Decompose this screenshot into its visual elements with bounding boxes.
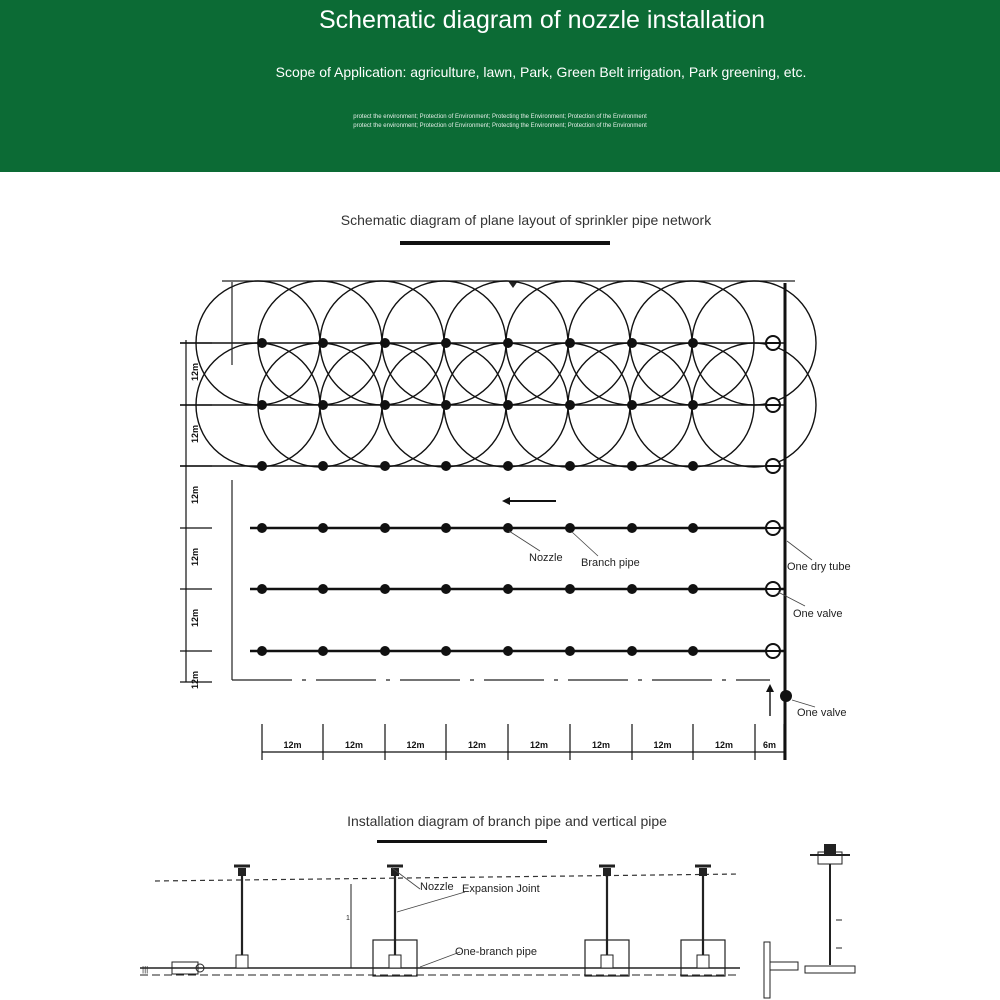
install-branch-pipe-label: One-branch pipe — [455, 946, 537, 958]
riser-fitting — [236, 955, 248, 968]
column-spacing-label: 12m — [591, 740, 611, 750]
column-spacing-label: 12m — [283, 740, 302, 750]
row-spacing-label: 12m — [190, 362, 200, 381]
sprinkler-body — [603, 868, 611, 876]
height-dim-mark: 1 — [346, 915, 350, 922]
banner-fine-print-2: protect the environment; Protection of Environment; Protecting the Environment; Protection of the Environment — [353, 123, 647, 129]
column-spacing-label: 6m — [762, 740, 777, 750]
sprinkler-body — [238, 868, 246, 876]
sprinkler-body — [699, 868, 707, 876]
banner-fine-print-1: protect the environment; Protection of Environment; Protecting the Environment; Protection of the Environment — [353, 114, 647, 120]
column-spacing-label: 12m — [529, 740, 549, 750]
riser-detail-view — [764, 844, 855, 998]
branch-pipe-label: Branch pipe — [581, 557, 640, 569]
row-spacing-label: 12m — [190, 485, 200, 504]
page-subtitle: Scope of Application: agriculture, lawn, Park, Green Belt irrigation, Park greening, etc. — [275, 64, 807, 80]
expansion-joint-label: Expansion Joint — [462, 883, 540, 895]
row-spacing-label: 12m — [190, 547, 200, 566]
row-spacing-label: 12m — [190, 608, 200, 627]
column-spacing-label: 12m — [344, 740, 364, 750]
dry-tube-label: One dry tube — [787, 561, 851, 573]
riser-fitting — [601, 955, 613, 968]
branch-pipe-leader-2 — [420, 952, 460, 967]
nozzle-label: Nozzle — [529, 552, 563, 564]
install-nozzle-label: Nozzle — [420, 881, 454, 893]
column-spacing-label: 12m — [406, 740, 425, 750]
row-spacing-label: 12m — [190, 424, 200, 443]
column-spacing-label: 12m — [714, 740, 734, 750]
column-spacing-label: 12m — [653, 740, 672, 750]
column-spacing-label: 12m — [467, 740, 487, 750]
expansion-joint-leader — [397, 892, 465, 912]
install-diagram-title: Installation diagram of branch pipe and vertical pipe — [347, 813, 667, 829]
page-title: Schematic diagram of nozzle installation — [318, 6, 766, 34]
row-spacing-label: 12m — [190, 670, 200, 689]
fitting-mark: ||| — [142, 965, 149, 974]
install-nozzle-leader — [392, 868, 420, 889]
layout-diagram-title: Schematic diagram of plane layout of sprinkler pipe network — [340, 212, 712, 228]
valve-label-2: One valve — [797, 707, 847, 719]
riser-fitting — [389, 955, 401, 968]
riser-fitting — [697, 955, 709, 968]
valve-label-1: One valve — [793, 608, 843, 620]
